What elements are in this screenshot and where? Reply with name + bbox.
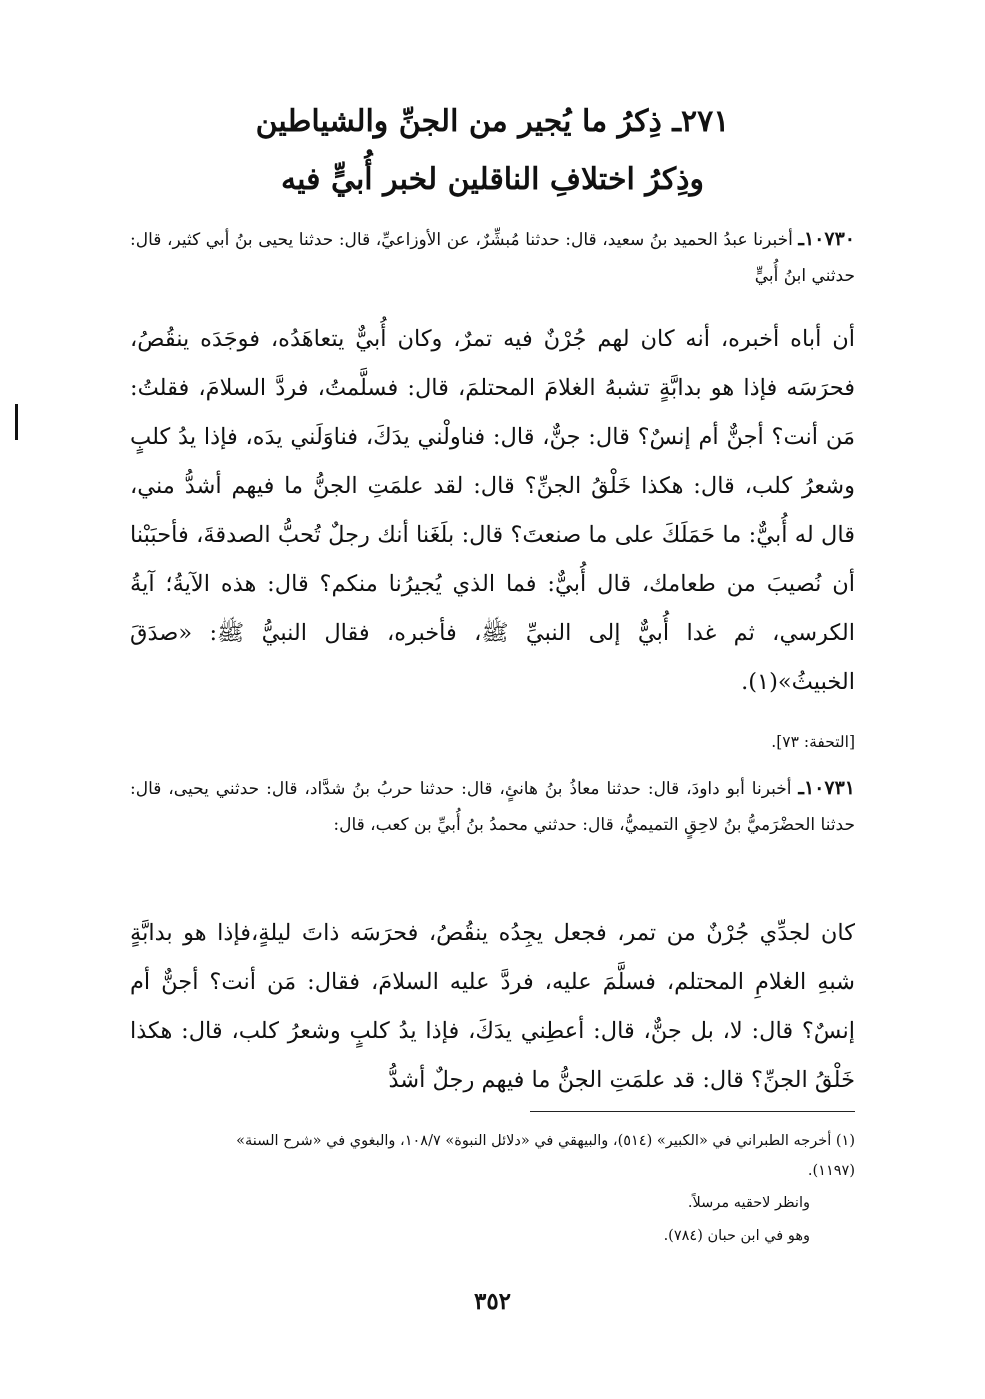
hadith-1-isnad [130,221,855,294]
hadith-1-number: ١٠٧٣٠ـ [798,228,855,250]
margin-bar-mark [15,404,18,440]
chapter-heading-line-1: ٢٧١ـ ذِكرُ ما يُجير من الجنِّ والشياطين [255,104,730,139]
hadith-2-isnad-text: أخبرنا أبو داودَ، قال: حدثنا معاذُ بنُ هانئٍ، قال: حدثنا حربُ بنُ شدَّاد، قال: حدثني يحيى، قال: حدثنا الحضْرَميُّ بنُ لاحِقٍ التميميُّ، قال: حدثني محمدُ بنُ أُبيِّ بن كعب، قال: [130,779,855,835]
footnote-2: وانظر لاحقيه مرسلاً. [687,1195,810,1211]
hadith-1-isnad-text: أخبرنا عبدُ الحميد بنُ سعيد، قال: حدثنا مُبشِّرٌ، عن الأوزاعيِّ، قال: حدثنا يحيى بنُ أبي كثير، قال: حدثني ابنُ أُبيٍّ [130,230,855,286]
footnote-1-line-1: (١) أخرجه الطبراني في «الكبير» (٥١٤)، والبيهقي في «دلائل النبوة» ١٠٨/٧، والبغوي في «شرح السنة» [236,1133,855,1149]
hadith-2-number: ١٠٧٣١ـ [798,777,855,799]
hadith-1-matn: أن أباه أخبره، أنه كان لهم جُرْنٌ فيه تمرٌ، وكان أُبيٌّ يتعاهَدُه، فوجَدَه ينقُصُ، فحرَسَه فإذا هو بدابَّةٍ تشبهُ الغلامَ المحتلمَ، قال: فسلَّمتُ، فردَّ السلامَ، فقلتُ: مَن أنت؟ أجنٌّ أم إنسٌ؟ قال: جنٌّ، قال: فناولْني يدَكَ، فناوَلَني يدَه، فإذا يدُ كلبٍ وشعرُ كلب، قال: هكذا خَلْقُ الجنِّ؟ قال: لقد علمَتِ الجنُّ ما فيهم أشدُّ مني، قال له أُبيٌّ: ما حَمَلَكَ على ما صنعتَ؟ قال: بلَغَنا أنك رجلٌ تُحبُّ الصدقةَ، فأحبَبْنا أن نُصيبَ من طعامك، قال أُبيٌّ: فما الذي يُجيرُنا منكم؟ قال: هذه الآيةُ؛ آيةُ الكرسي، ثم غدا أُبيٌّ إلى النبيِّ ﷺ، فأخبره، فقال النبيُّ ﷺ: «صدَقَ الخبيثُ»(١). [130,326,855,695]
footnote-separator [530,1111,855,1112]
hadith-2-matn: كان لجدِّي جُرْنٌ من تمر، فجعل يجِدُه ينقُصُ، فحرَسَه ذاتَ ليلةٍ،فإذا هو بدابَّةٍ شبهِ الغلامِ المحتلم، فسلَّمَ عليه، فردَّ عليه السلامَ، فقال: مَن أنت؟ أجنٌّ أم إنسٌ؟ قال: لا، بل جنٌّ، قال: أعطِني يدَكَ، فإذا يدُ كلبٍ وشعرُ كلب، قال: هكذا خَلْقُ الجنِّ؟ قال: قد علمَتِ الجنُّ ما فيهم رجلٌ أشدُّ [130,920,855,1093]
hadith-2-isnad [130,770,855,843]
page-number: ٣٥٢ [473,1288,512,1315]
hadith-1-tuhfa-reference: [التحفة: ٧٣]. [771,733,855,751]
chapter-heading-line-2: وذِكرُ اختلافِ الناقلين لخبر أُبيٍّ فيه [281,162,704,197]
footnote-3: وهو في ابن حبان (٧٨٤). [663,1228,810,1244]
footnote-1-line-2: (١١٩٧). [807,1163,855,1179]
